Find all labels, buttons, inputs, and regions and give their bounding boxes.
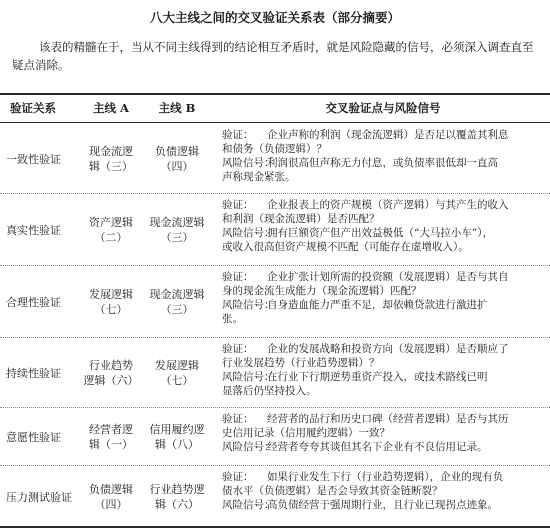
risk-text: 张。	[222, 313, 243, 325]
document-title: 八大主线之间的交叉验证关系表（部分摘要）	[149, 10, 400, 25]
cell-line-b-line: 负债逻辑	[155, 145, 199, 158]
risk-label: 风险信号：	[222, 227, 275, 239]
verify-text: 和债务（负债逻辑）？	[222, 143, 327, 155]
risk-text: 高负债经营于强周期行业，且行业已现拐点迹象。	[267, 499, 498, 511]
cell-relation: 真实性验证	[6, 223, 61, 237]
cell-line-b	[146, 422, 208, 452]
risk-label: 风险信号：	[222, 499, 275, 511]
risk-line	[222, 170, 544, 184]
cell-signal	[222, 198, 544, 254]
cell-line-a	[80, 215, 142, 245]
cell-line-a	[80, 144, 142, 174]
cell-line-b	[146, 482, 208, 512]
risk-text: 或收入很高但资产规模不匹配（可能存在虚增收入）。	[222, 241, 469, 253]
cell-signal	[222, 470, 544, 512]
risk-line	[222, 384, 544, 398]
verify-label: 验证：	[222, 413, 254, 425]
cell-line-a-line: 现金流逻	[89, 145, 133, 158]
verify-text: 债水平（负债逻辑）是否会导致其资金链断裂？	[222, 485, 443, 497]
intro-paragraph: 该表的精髓在于，当从不同主线得到的结论相互矛盾时，就是风险隐藏的信号，必须深入调查直至疑点消除。	[12, 40, 534, 72]
cell-relation: 压力测试验证	[6, 490, 72, 504]
cell-line-b	[146, 144, 208, 174]
row-separator	[0, 337, 550, 338]
cell-line-a-line: 辑（一）	[89, 438, 133, 451]
verify-line	[222, 412, 544, 426]
cell-line-b-line: 现金流逻辑	[149, 288, 205, 301]
verify-text: 和利润（现金流逻辑）是否匹配？	[222, 213, 380, 225]
cell-line-a	[80, 482, 142, 512]
risk-line	[222, 498, 544, 512]
risk-label: 风险信号：	[222, 371, 275, 383]
cell-line-b-line: （三）	[160, 303, 194, 316]
cell-line-b-line: 现金流逻辑	[149, 216, 205, 229]
risk-text: 利润很高但声称无力付息，或负债率很低却一直高	[267, 157, 498, 169]
verify-label: 验证：	[222, 343, 254, 355]
cell-line-a-line: （七）	[94, 303, 128, 316]
cell-line-b-line: （七）	[160, 374, 194, 387]
cell-relation: 一致性验证	[6, 152, 61, 166]
verify-line	[222, 128, 544, 142]
cell-relation: 合理性验证	[6, 295, 61, 309]
verify-line	[222, 356, 544, 370]
cell-line-a	[80, 287, 142, 317]
cell-signal	[222, 412, 544, 454]
verify-text: 经营者的品行和历史口碑（经营者逻辑）是否与其历	[267, 413, 509, 425]
cell-line-a-line: （四）	[94, 498, 128, 511]
cell-relation: 持续性验证	[6, 366, 61, 380]
cell-line-b-line: 辑（六）	[155, 498, 199, 511]
header-signal: 交叉验证点与风险信号	[325, 101, 441, 115]
cell-line-a-line: 行业趋势	[89, 359, 133, 372]
cell-line-b	[146, 215, 208, 245]
verify-line	[222, 212, 544, 226]
cell-line-b	[146, 287, 208, 317]
cell-relation: 意愿性验证	[6, 430, 61, 444]
risk-text: 显落后仍坚持投入。	[222, 385, 317, 397]
verify-line	[222, 426, 544, 440]
risk-text: 拥有巨额资产但产出效益极低（“大马拉小车”），	[267, 227, 493, 239]
verify-text: 企业声称的利润（现金流逻辑）是否足以覆盖其利息	[267, 129, 509, 141]
risk-line	[222, 370, 544, 384]
verify-line	[222, 470, 544, 484]
verify-line	[222, 270, 544, 284]
cell-line-b-line: 信用履约逻	[149, 423, 205, 436]
cell-line-a	[80, 422, 142, 452]
row-separator	[0, 407, 550, 408]
verify-label: 验证：	[222, 271, 254, 283]
risk-text: 在行业下行期逆势重资产投入，或技术路线已明	[267, 371, 488, 383]
verify-line	[222, 142, 544, 156]
risk-line	[222, 240, 544, 254]
verify-text: 企业扩张计划所需的投资额（发展逻辑）是否与其自	[267, 271, 509, 283]
risk-label: 风险信号：	[222, 299, 275, 311]
risk-text: 经营者夸夸其谈但其名下企业有不良信用记录。	[267, 441, 488, 453]
risk-line	[222, 312, 544, 326]
verify-line	[222, 342, 544, 356]
risk-line	[222, 440, 544, 454]
cell-line-b-line: 辑（八）	[155, 438, 199, 451]
risk-label: 风险信号：	[222, 441, 275, 453]
cell-line-a-line: 发展逻辑	[89, 288, 133, 301]
cell-line-b-line: 行业趋势逻	[149, 483, 205, 496]
verify-line	[222, 198, 544, 212]
verify-text: 行业发展趋势（行业趋势逻辑）？	[222, 357, 380, 369]
verify-text: 企业报表上的资产规模（资产逻辑）与其产生的收入	[267, 199, 509, 211]
cell-signal	[222, 270, 544, 326]
row-separator	[0, 193, 550, 194]
row-separator	[0, 465, 550, 466]
cell-line-b-line: 发展逻辑	[155, 359, 199, 372]
cell-line-a	[80, 358, 142, 388]
table-header-rule	[0, 122, 550, 123]
verify-label: 验证：	[222, 199, 254, 211]
cell-line-a-line: （二）	[94, 231, 128, 244]
verify-label: 验证：	[222, 471, 254, 483]
risk-text: 自身造血能力严重不足，却依赖贷款进行激进扩	[267, 299, 488, 311]
risk-line	[222, 298, 544, 312]
cell-line-a-line: 负债逻辑	[89, 483, 133, 496]
risk-label: 风险信号：	[222, 157, 275, 169]
cell-signal	[222, 128, 544, 184]
verify-line	[222, 484, 544, 498]
cell-line-a-line: 逻辑（六）	[83, 374, 139, 387]
cell-line-a-line: 经营者逻	[89, 423, 133, 436]
header-relation: 验证关系	[10, 101, 56, 115]
header-line-b: 主线 B	[158, 101, 196, 115]
cell-signal	[222, 342, 544, 398]
header-line-a: 主线 A	[93, 101, 129, 115]
table-top-rule	[0, 93, 550, 95]
verify-text: 企业的发展战略和投资方向（发展逻辑）是否顺应了	[267, 343, 509, 355]
cell-line-a-line: 辑（三）	[89, 160, 133, 173]
cell-line-a-line: 资产逻辑	[89, 216, 133, 229]
table-bottom-rule	[0, 526, 550, 528]
verify-label: 验证：	[222, 129, 254, 141]
cell-line-b-line: （四）	[160, 160, 194, 173]
risk-line	[222, 156, 544, 170]
verify-text: 史信用记录（信用履约逻辑）一致？	[222, 427, 390, 439]
cell-line-b-line: （三）	[160, 231, 194, 244]
cell-line-b	[146, 358, 208, 388]
risk-line	[222, 226, 544, 240]
risk-text: 声称现金紧张。	[222, 171, 296, 183]
verify-line	[222, 284, 544, 298]
row-separator	[0, 265, 550, 266]
verify-text: 身的现金流生成能力（现金流逻辑）匹配？	[222, 285, 422, 297]
verify-text: 如果行业发生下行（行业趋势逻辑），企业的现有负	[267, 471, 504, 483]
